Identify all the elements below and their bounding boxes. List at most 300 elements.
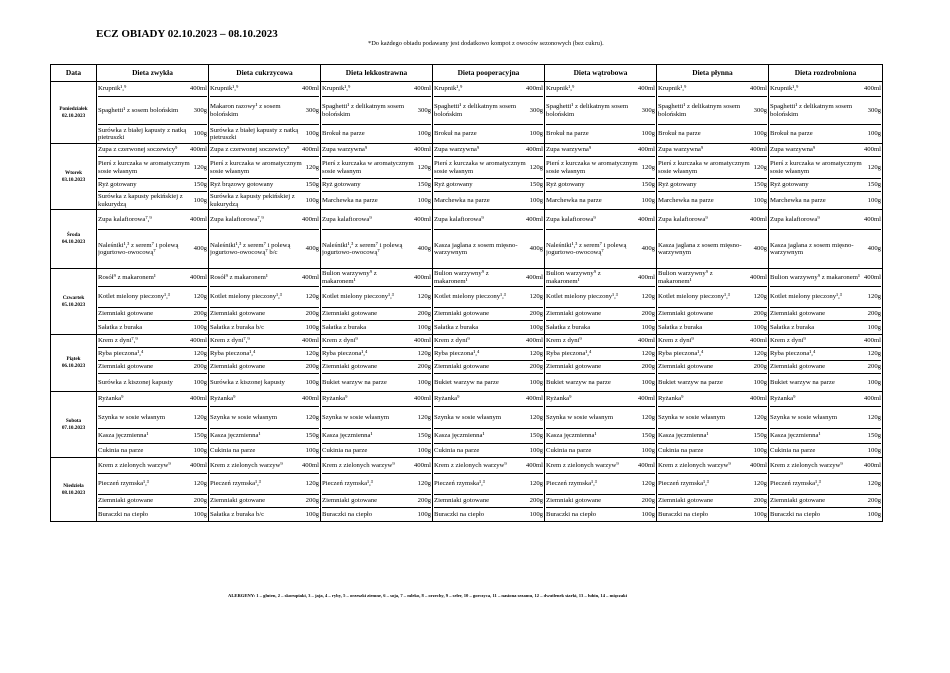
meal-name: Rosół⁹ z makaronem¹	[210, 273, 268, 281]
meal-portion: 400ml	[525, 273, 543, 281]
meal-item	[434, 444, 543, 457]
day-row	[51, 458, 883, 522]
meal-item	[546, 508, 655, 521]
meal-portion: 400ml	[525, 85, 543, 93]
day-cell	[51, 392, 97, 458]
meal-item	[658, 321, 767, 334]
meal-portion: 120g	[529, 480, 543, 488]
meal-name: Ziemniaki gotowane	[322, 310, 378, 318]
meal-name: Bukiet warzyw na parze	[322, 378, 387, 386]
meal-name: Pieczeń rzymska¹,³	[546, 480, 597, 488]
meal-portion: 400g	[193, 245, 207, 253]
meal-name: Ziemniaki gotowane	[322, 363, 378, 371]
meal-name: Zupa warzywna⁹	[770, 146, 816, 154]
meal-portion: 200g	[867, 497, 881, 505]
meal-item	[770, 287, 881, 308]
day-name: Piątek	[66, 356, 81, 363]
meal-portion: 100g	[641, 510, 655, 518]
meal-name: Ziemniaki gotowane	[98, 497, 154, 505]
meal-portion: 400ml	[189, 461, 207, 469]
day-name: Czwartek	[62, 294, 85, 301]
meal-name: Krem z zielonych warzyw⁹	[658, 461, 731, 469]
meal-item	[210, 374, 319, 391]
diet-cell	[97, 458, 209, 522]
meal-name: Ziemniaki gotowane	[658, 497, 714, 505]
meal-name: Naleśniki¹,³ z serem⁷ i polewą jogurtowo-owocową⁷	[546, 241, 627, 256]
meal-portion: 120g	[641, 413, 655, 421]
meal-name: Bulion warzywny⁹ z makaronem¹	[658, 270, 713, 285]
meal-item	[210, 179, 319, 192]
meal-name: Ryż gotowany	[434, 181, 473, 189]
meal-name: Buraczki na ciepło	[434, 510, 485, 518]
meal-portion: 120g	[867, 350, 881, 358]
meal-portion: 400ml	[525, 146, 543, 154]
meal-item	[546, 144, 655, 157]
meal-portion: 400ml	[301, 215, 319, 223]
meal-name: Szynka w sosie własnym	[434, 413, 502, 421]
meal-name: Krem z dyni⁹	[658, 337, 694, 345]
meal-portion: 200g	[753, 497, 767, 505]
meal-item	[210, 269, 319, 287]
meal-portion: 120g	[529, 413, 543, 421]
meal-item	[658, 392, 767, 407]
meal-portion: 120g	[193, 413, 207, 421]
diet-cell	[209, 269, 321, 335]
meal-item	[546, 125, 655, 143]
meal-portion: 120g	[753, 480, 767, 488]
meal-name: Ziemniaki gotowane	[210, 497, 266, 505]
meal-name: Pierś z kurczaka w aromatycznym sosie własnym	[658, 160, 750, 175]
day-cell	[51, 335, 97, 392]
meal-item	[322, 82, 431, 97]
meal-item	[546, 287, 655, 308]
meal-portion: 400ml	[637, 461, 655, 469]
diet-cell	[545, 210, 657, 269]
meal-name: Pierś z kurczaka w aromatycznym sosie własnym	[434, 160, 526, 175]
meal-item	[658, 407, 767, 429]
meal-portion: 100g	[193, 323, 207, 331]
meal-name: Krem z zielonych warzyw⁹	[770, 461, 843, 469]
page-title: ECZ OBIADY 02.10.2023 – 08.10.2023	[96, 28, 278, 40]
meal-item	[546, 444, 655, 457]
meal-item	[210, 392, 319, 407]
meal-portion: 200g	[867, 310, 881, 318]
meal-portion: 100g	[305, 510, 319, 518]
meal-name: Brokuł na parze	[770, 130, 813, 138]
meal-portion: 200g	[753, 363, 767, 371]
meal-portion: 100g	[753, 130, 767, 138]
meal-item	[98, 361, 207, 374]
meal-name: Krupnik¹,⁹	[210, 85, 239, 93]
diet-cell	[433, 392, 545, 458]
meal-item	[322, 192, 431, 209]
meal-name: Krem z dyni⁹	[546, 337, 582, 345]
meal-item	[210, 321, 319, 334]
meal-portion: 120g	[305, 350, 319, 358]
col-header-dieta-zwykla: Dieta zwykła	[97, 65, 209, 82]
diet-cell	[545, 269, 657, 335]
meal-name: Cukinia na parze	[210, 446, 256, 454]
meal-item	[322, 97, 431, 125]
meal-name: Krem z dyni⁷,⁹	[210, 337, 250, 345]
day-date: 02.10.2023	[61, 112, 86, 119]
meal-name: Sałatka z buraka b/c	[210, 510, 265, 518]
meal-portion: 400ml	[525, 395, 543, 403]
day-date: 06.10.2023	[61, 363, 86, 369]
meal-item	[98, 429, 207, 444]
meal-name: Kasza jęczmienna¹	[98, 432, 149, 440]
meal-portion: 400ml	[637, 337, 655, 345]
meal-name: Marchewka na parze	[546, 196, 602, 204]
diet-cell	[657, 335, 769, 392]
diet-cell	[321, 210, 433, 269]
meal-item	[770, 407, 881, 429]
meal-name: Spaghetti¹ z sosem bolońskim	[98, 106, 179, 114]
meal-item	[434, 392, 543, 407]
meal-item	[434, 348, 543, 361]
meal-item	[658, 308, 767, 321]
allergen-legend: ALERGENY: 1 – gluten, 2 – skorupiaki, 3 – jaja, 4 – ryby, 5 – orzeszki ziemne, 6 – soja, 7 – mleko, 8 – orzechy, 9 – seler, 10 – gorczyca, 11 – nasiona sezamu, 12 – dwutlenek siarki, 13 – łubin, 14 – mięczaki	[228, 593, 627, 598]
meal-name: Sałatka z buraka	[434, 323, 479, 331]
meal-name: Kasza jęczmienna¹	[322, 432, 373, 440]
diet-cell	[433, 269, 545, 335]
meal-portion: 120g	[417, 413, 431, 421]
meal-portion: 150g	[753, 432, 767, 440]
meal-name: Bukiet warzyw na parze	[658, 378, 723, 386]
meal-name: Zupa kalafiorowa⁹	[434, 215, 484, 223]
meal-name: Brokuł na parze	[322, 130, 365, 138]
meal-name: Zupa z czerwonej soczewicy⁹	[98, 146, 178, 154]
meal-item	[546, 374, 655, 391]
meal-item	[434, 192, 543, 209]
meal-portion: 150g	[417, 432, 431, 440]
meal-item	[434, 287, 543, 308]
meal-name: Ryba pieczona¹,⁴	[322, 350, 368, 358]
meal-portion: 400ml	[301, 461, 319, 469]
meal-item	[434, 429, 543, 444]
meal-item	[658, 429, 767, 444]
meal-item	[434, 508, 543, 521]
meal-name: Ryba pieczona¹,⁴	[770, 350, 816, 358]
day-date: 05.10.2023	[61, 301, 86, 308]
day-cell	[51, 458, 97, 522]
meal-item	[98, 269, 207, 287]
meal-item	[658, 458, 767, 474]
meal-name: Pieczeń rzymska¹,³	[98, 480, 149, 488]
meal-item	[770, 210, 881, 230]
meal-item	[98, 157, 207, 179]
meal-item	[546, 192, 655, 209]
meal-name: Surówka z kiszonej kapusty	[98, 378, 173, 386]
meal-name: Ryż gotowany	[98, 181, 137, 189]
meal-portion: 120g	[753, 163, 767, 171]
meal-portion: 150g	[193, 432, 207, 440]
meal-portion: 120g	[193, 480, 207, 488]
meal-name: Pieczeń rzymska¹,³	[770, 480, 821, 488]
meal-name: Ziemniaki gotowane	[770, 497, 826, 505]
meal-name: Kotlet mielony pieczony¹,³	[322, 293, 394, 301]
meal-portion: 120g	[529, 163, 543, 171]
meal-portion: 150g	[305, 432, 319, 440]
day-name: Sobota	[65, 417, 82, 424]
meal-portion: 100g	[305, 130, 319, 138]
meal-portion: 400g	[641, 245, 655, 253]
meal-item	[658, 82, 767, 97]
meal-portion: 150g	[641, 181, 655, 189]
diet-cell	[209, 82, 321, 144]
meal-item	[658, 144, 767, 157]
meal-portion: 120g	[641, 293, 655, 301]
meal-item	[770, 374, 881, 391]
diet-cell	[97, 269, 209, 335]
day-date: 08.10.2023	[61, 489, 86, 496]
day-cell	[51, 210, 97, 269]
day-date: 03.10.2023	[61, 176, 86, 183]
meal-name: Ryżanka⁹	[322, 395, 348, 403]
meal-item	[658, 444, 767, 457]
meal-name: Marchewka na parze	[770, 196, 826, 204]
meal-name: Kotlet mielony pieczony¹,³	[770, 293, 842, 301]
meal-portion: 100g	[305, 323, 319, 331]
meal-item	[322, 335, 431, 348]
meal-item	[98, 495, 207, 508]
meal-name: Sałatka z buraka	[546, 323, 591, 331]
meal-item	[770, 335, 881, 348]
meal-name: Zupa z czerwonej soczewicy⁹	[210, 146, 290, 154]
meal-name: Ryż gotowany	[546, 181, 585, 189]
meal-portion: 100g	[529, 323, 543, 331]
meal-name: Makaron razowy¹ z sosem bolońskim	[210, 103, 281, 118]
meal-name: Zupa warzywna⁹	[546, 146, 592, 154]
meal-item	[546, 308, 655, 321]
meal-item	[98, 374, 207, 391]
meal-item	[322, 321, 431, 334]
meal-name: Szynka w sosie własnym	[770, 413, 838, 421]
meal-portion: 120g	[641, 350, 655, 358]
meal-name: Naleśniki¹,³ z serem⁷ i polewą jogurtowo-owocową⁷	[98, 241, 179, 256]
meal-name: Bukiet warzyw na parze	[770, 378, 835, 386]
meal-item	[434, 125, 543, 143]
meal-item	[210, 287, 319, 308]
diet-cell	[769, 82, 883, 144]
meal-name: Ziemniaki gotowane	[98, 363, 154, 371]
meal-name: Kasza jaglana z sosem mięsno-warzywnym	[434, 241, 518, 256]
meal-portion: 150g	[641, 432, 655, 440]
meal-portion: 100g	[193, 196, 207, 204]
meal-portion: 150g	[753, 181, 767, 189]
diet-cell	[321, 392, 433, 458]
meal-item	[770, 361, 881, 374]
meal-name: Zupa kalafiorowa⁷,⁹	[210, 215, 264, 223]
meal-name: Zupa warzywna⁹	[658, 146, 704, 154]
meal-name: Bulion warzywny⁹ z makaronem¹	[322, 270, 377, 285]
meal-name: Krupnik¹,⁹	[770, 85, 799, 93]
day-cell	[51, 82, 97, 144]
meal-name: Cukinia na parze	[434, 446, 480, 454]
meal-item	[434, 495, 543, 508]
meal-item	[210, 82, 319, 97]
meal-portion: 400ml	[749, 461, 767, 469]
meal-item	[98, 474, 207, 495]
meal-item	[98, 335, 207, 348]
meal-name: Brokuł na parze	[658, 130, 701, 138]
meal-name: Ziemniaki gotowane	[210, 310, 266, 318]
meal-item	[322, 144, 431, 157]
diet-cell	[657, 82, 769, 144]
meal-portion: 120g	[529, 350, 543, 358]
meal-item	[98, 210, 207, 230]
meal-item	[210, 361, 319, 374]
meal-portion: 400ml	[863, 395, 881, 403]
meal-portion: 300g	[867, 106, 881, 114]
meal-item	[210, 125, 319, 143]
meal-name: Buraczki na ciepło	[546, 510, 597, 518]
meal-name: Zupa warzywna⁹	[434, 146, 480, 154]
meal-portion: 100g	[529, 510, 543, 518]
meal-portion: 300g	[193, 106, 207, 114]
day-row	[51, 82, 883, 144]
meal-item	[434, 361, 543, 374]
meal-item	[98, 144, 207, 157]
meal-portion: 400ml	[637, 215, 655, 223]
meal-item	[322, 125, 431, 143]
meal-portion: 200g	[641, 310, 655, 318]
meal-name: Pieczeń rzymska¹,³	[322, 480, 373, 488]
meal-name: Rosół⁹ z makaronem¹	[98, 273, 156, 281]
meal-portion: 200g	[193, 497, 207, 505]
meal-name: Zupa kalafiorowa⁹	[322, 215, 372, 223]
meal-portion: 400ml	[413, 215, 431, 223]
meal-portion: 100g	[867, 323, 881, 331]
meal-name: Bulion warzywny⁹ z makaronem¹	[770, 273, 860, 281]
meal-item	[210, 192, 319, 209]
meal-name: Ziemniaki gotowane	[658, 310, 714, 318]
meal-name: Ziemniaki gotowane	[210, 363, 266, 371]
meal-item	[546, 474, 655, 495]
meal-portion: 120g	[753, 293, 767, 301]
meal-portion: 300g	[641, 106, 655, 114]
meal-item	[210, 157, 319, 179]
meal-item	[210, 508, 319, 521]
meal-item	[322, 157, 431, 179]
meal-item	[658, 210, 767, 230]
meal-portion: 400ml	[525, 461, 543, 469]
meal-portion: 100g	[529, 196, 543, 204]
meal-name: Pierś z kurczaka w aromatycznym sosie własnym	[770, 160, 862, 175]
meal-name: Pieczeń rzymska¹,³	[210, 480, 261, 488]
meal-portion: 100g	[867, 378, 881, 386]
diet-cell	[209, 144, 321, 210]
meal-name: Kotlet mielony pieczony¹,³	[546, 293, 618, 301]
meal-item	[98, 444, 207, 457]
meal-name: Krem z zielonych warzyw⁹	[210, 461, 283, 469]
meal-portion: 150g	[305, 181, 319, 189]
meal-item	[322, 374, 431, 391]
diet-cell	[321, 458, 433, 522]
day-name: Wtorek	[65, 169, 82, 176]
meal-item	[322, 210, 431, 230]
meal-portion: 200g	[529, 497, 543, 505]
meal-name: Buraczki na ciepło	[658, 510, 709, 518]
meal-item	[658, 348, 767, 361]
day-date: 07.10.2023	[61, 424, 86, 431]
diet-cell	[321, 335, 433, 392]
meal-name: Krem z zielonych warzyw⁹	[98, 461, 171, 469]
meal-item	[658, 230, 767, 268]
col-header-dieta-watrobowa: Dieta wątrobowa	[545, 65, 657, 82]
meal-item	[658, 374, 767, 391]
meal-portion: 100g	[193, 446, 207, 454]
meal-item	[770, 192, 881, 209]
meal-portion: 120g	[193, 163, 207, 171]
meal-portion: 400g	[867, 245, 881, 253]
meal-item	[546, 495, 655, 508]
meal-portion: 400ml	[749, 85, 767, 93]
meal-item	[658, 474, 767, 495]
meal-item	[770, 495, 881, 508]
meal-item	[658, 97, 767, 125]
meal-name: Marchewka na parze	[322, 196, 378, 204]
meal-portion: 120g	[641, 163, 655, 171]
meal-name: Szynka w sosie własnym	[322, 413, 390, 421]
meal-item	[770, 269, 881, 287]
meal-portion: 150g	[867, 181, 881, 189]
day-row	[51, 210, 883, 269]
meal-item	[210, 458, 319, 474]
meal-portion: 100g	[641, 130, 655, 138]
meal-portion: 200g	[417, 363, 431, 371]
meal-name: Ryżanka⁹	[434, 395, 460, 403]
meal-portion: 400ml	[749, 146, 767, 154]
meal-item	[770, 508, 881, 521]
meal-item	[546, 429, 655, 444]
meal-portion: 200g	[417, 310, 431, 318]
meal-name: Sałatka z buraka	[322, 323, 367, 331]
meal-item	[322, 361, 431, 374]
day-row	[51, 269, 883, 335]
meal-item	[434, 230, 543, 268]
meal-item	[98, 179, 207, 192]
meal-item	[98, 321, 207, 334]
diet-cell	[433, 335, 545, 392]
meal-item	[434, 210, 543, 230]
meal-item	[770, 144, 881, 157]
meal-portion: 400ml	[637, 146, 655, 154]
meal-item	[770, 157, 881, 179]
meal-item	[770, 308, 881, 321]
day-row	[51, 335, 883, 392]
meal-portion: 100g	[417, 446, 431, 454]
meal-item	[322, 308, 431, 321]
meal-name: Ryżanka⁹	[210, 395, 236, 403]
meal-item	[98, 97, 207, 125]
meal-name: Zupa warzywna⁹	[322, 146, 368, 154]
meal-name: Spaghetti¹ z delikatnym sosem bolońskim	[322, 103, 405, 118]
meal-item	[770, 348, 881, 361]
meal-portion: 400ml	[637, 85, 655, 93]
meal-item	[546, 179, 655, 192]
meal-portion: 200g	[529, 310, 543, 318]
meal-name: Szynka w sosie własnym	[546, 413, 614, 421]
diet-cell	[97, 392, 209, 458]
meal-name: Ziemniaki gotowane	[434, 310, 490, 318]
meal-portion: 400ml	[189, 395, 207, 403]
meal-name: Kasza jaglana z sosem mięsno-warzywnym	[658, 241, 742, 256]
meal-portion: 200g	[305, 497, 319, 505]
meal-item	[322, 458, 431, 474]
meal-portion: 400g	[305, 245, 319, 253]
meal-portion: 150g	[529, 432, 543, 440]
